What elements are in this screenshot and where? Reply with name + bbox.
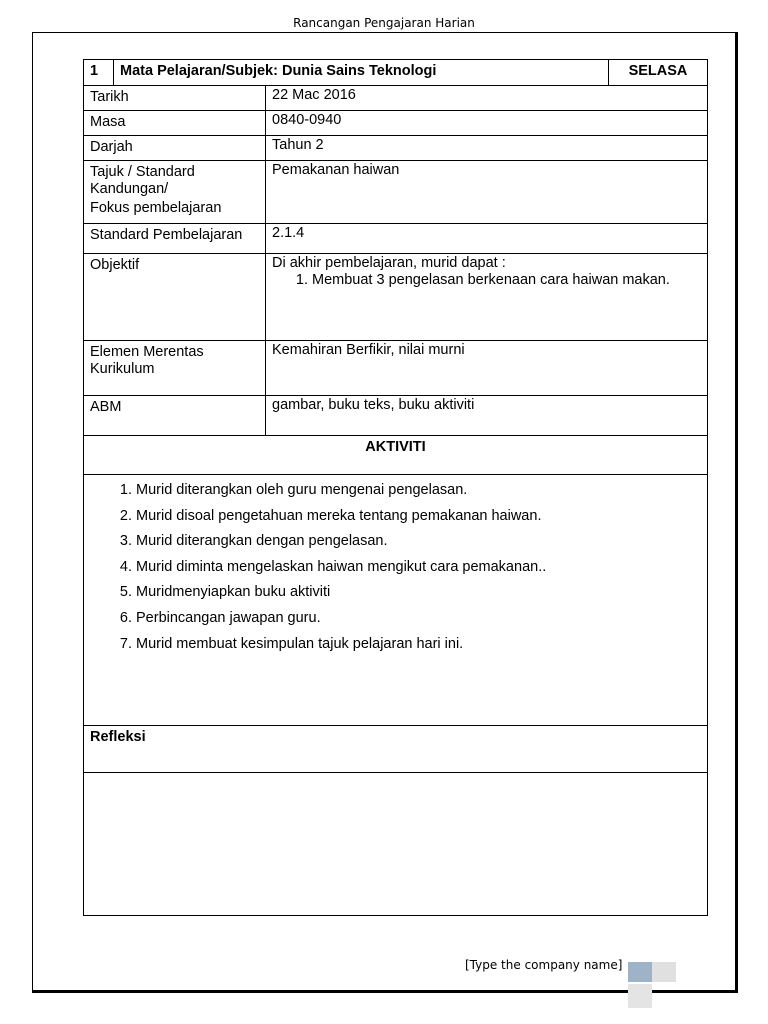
cross-curriculum-label-line-2: Kurikulum [90, 361, 155, 377]
cross-curriculum-label-line-1: Elemen Merentas [90, 344, 204, 360]
footer-decor-block [652, 962, 676, 982]
objective-intro: Di akhir pembelajaran, murid dapat : [272, 255, 506, 271]
activities-heading: AKTIVITI [84, 436, 708, 475]
activity-item: 1. Murid diterangkan oleh guru mengenai pengelasan. [136, 482, 701, 499]
class-value: Tahun 2 [266, 136, 708, 161]
plan-number: 1 [84, 60, 114, 86]
subject-title: Mata Pelajaran/Subjek: Dunia Sains Teknologi [114, 60, 609, 86]
objective-item: 1. Membuat 3 pengelasan berkenaan cara haiwan makan. [312, 272, 701, 289]
activities-list [90, 482, 701, 653]
activities-cell [84, 475, 708, 726]
reflection-heading: Refleksi [84, 726, 708, 773]
company-name-placeholder: [Type the company name] [465, 958, 623, 972]
date-value: 22 Mac 2016 [266, 86, 708, 111]
activity-item: 7. Murid membuat kesimpulan tajuk pelajaran hari ini. [136, 636, 701, 653]
activity-item: 3. Murid diterangkan dengan pengelasan. [136, 533, 701, 550]
abm-label: ABM [84, 396, 266, 436]
topic-label [84, 161, 266, 224]
time-value: 0840-0940 [266, 111, 708, 136]
objective-label: Objektif [84, 254, 266, 341]
activity-item: 5. Muridmenyiapkan buku aktiviti [136, 584, 701, 601]
activity-item: 2. Murid disoal pengetahuan mereka tentang pemakanan haiwan. [136, 508, 701, 525]
activity-item: 6. Perbincangan jawapan guru. [136, 610, 701, 627]
footer-decor-block [628, 984, 652, 1008]
footer-decor-block [628, 962, 652, 982]
reflection-body [84, 773, 708, 916]
objective-list [272, 272, 701, 289]
cross-curriculum-label [84, 341, 266, 396]
topic-value: Pemakanan haiwan [266, 161, 708, 224]
topic-label-line-3: Fokus pembelajaran [90, 200, 222, 216]
class-label: Darjah [84, 136, 266, 161]
objective-value [266, 254, 708, 341]
learning-standard-value: 2.1.4 [266, 224, 708, 254]
time-label: Masa [84, 111, 266, 136]
abm-value: gambar, buku teks, buku aktiviti [266, 396, 708, 436]
cross-curriculum-value: Kemahiran Berfikir, nilai murni [266, 341, 708, 396]
lesson-plan-table [83, 59, 708, 916]
topic-label-line-2: Kandungan/ [90, 181, 169, 197]
learning-standard-label: Standard Pembelajaran [84, 224, 266, 254]
topic-label-line-1: Tajuk / Standard [90, 164, 195, 180]
date-label: Tarikh [84, 86, 266, 111]
page-header: Rancangan Pengajaran Harian [293, 16, 475, 30]
activity-item: 4. Murid diminta mengelaskan haiwan mengikut cara pemakanan.. [136, 559, 701, 576]
day-label: SELASA [609, 60, 708, 86]
